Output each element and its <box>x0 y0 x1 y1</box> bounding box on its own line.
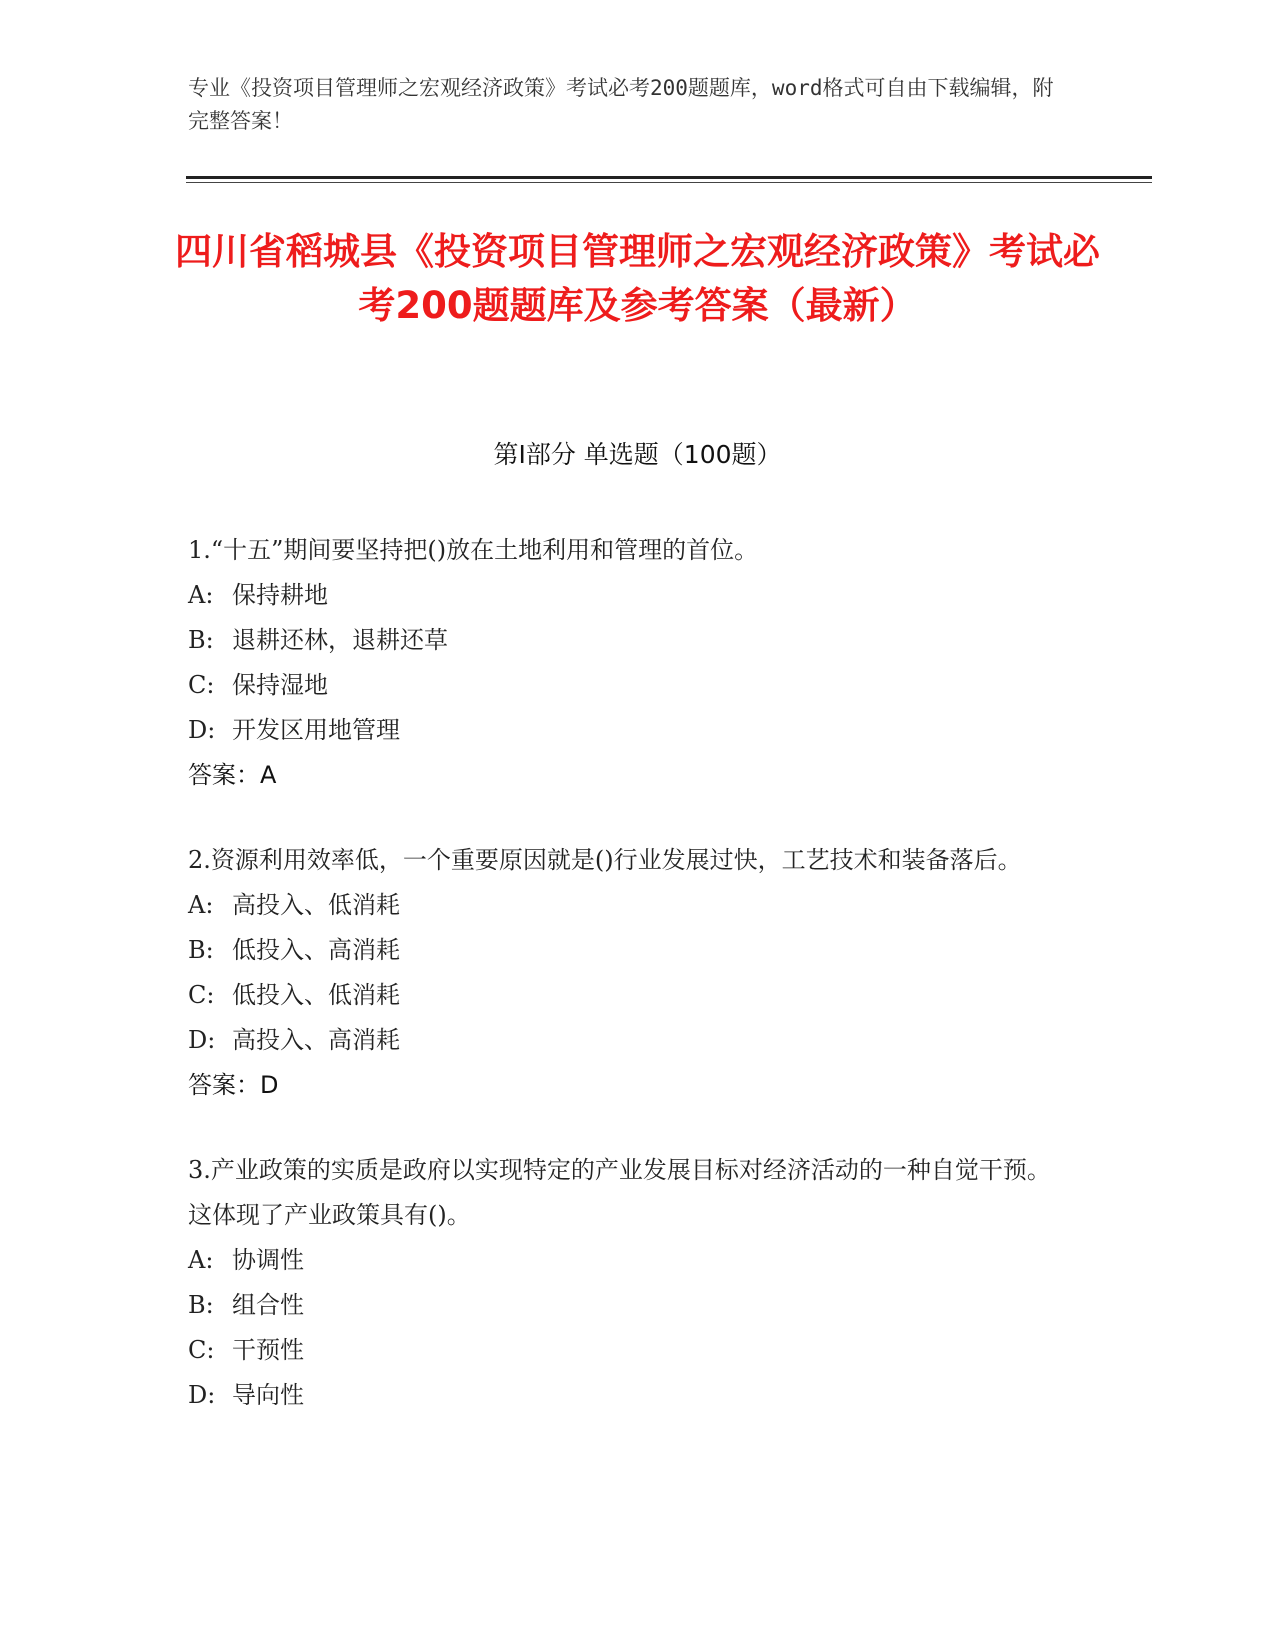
option-b <box>188 928 1068 973</box>
option-key: C: <box>188 1336 215 1364</box>
option-key: C: <box>188 671 215 699</box>
question-list <box>188 528 1068 1458</box>
option-key: B: <box>188 626 214 654</box>
option-text: 退耕还林，退耕还草 <box>232 626 448 654</box>
option-a <box>188 883 1068 928</box>
option-text: 高投入、高消耗 <box>232 1026 400 1054</box>
option-text: 干预性 <box>232 1336 304 1364</box>
option-text: 导向性 <box>232 1381 304 1409</box>
option-d <box>188 1373 1068 1418</box>
option-key: D: <box>188 716 216 744</box>
option-key: B: <box>188 1291 214 1319</box>
option-text: 开发区用地管理 <box>232 716 400 744</box>
option-d <box>188 1018 1068 1063</box>
section-heading: 第I部分 单选题（100题） <box>493 440 782 469</box>
header-rule-thick <box>186 176 1152 179</box>
question-text: 1.“十五”期间要坚持把()放在土地利用和管理的首位。 <box>188 536 759 564</box>
option-text: 高投入、低消耗 <box>232 891 400 919</box>
question-item <box>188 528 1068 798</box>
option-text: 保持湿地 <box>232 671 328 699</box>
option-c <box>188 973 1068 1018</box>
option-key: A: <box>188 891 214 919</box>
option-key: A: <box>188 1246 214 1274</box>
option-b <box>188 618 1068 663</box>
option-text: 保持耕地 <box>232 581 328 609</box>
option-key: C: <box>188 981 215 1009</box>
option-text: 低投入、低消耗 <box>232 981 400 1009</box>
option-key: D: <box>188 1381 216 1409</box>
question-item <box>188 1148 1068 1418</box>
question-text: 2.资源利用效率低，一个重要原因就是()行业发展过快，工艺技术和装备落后。 <box>188 846 1022 874</box>
option-text: 协调性 <box>232 1246 304 1274</box>
header-rule-thin <box>186 182 1152 183</box>
option-c <box>188 1328 1068 1373</box>
answer-line: 答案：A <box>188 761 277 789</box>
option-b <box>188 1283 1068 1328</box>
answer-line: 答案：D <box>188 1071 279 1099</box>
header-note: 专业《投资项目管理师之宏观经济政策》考试必考200题题库，word格式可自由下载编辑，附完整答案！ <box>188 76 1054 133</box>
question-item <box>188 838 1068 1108</box>
option-d <box>188 708 1068 753</box>
option-key: A: <box>188 581 214 609</box>
option-key: D: <box>188 1026 216 1054</box>
option-text: 组合性 <box>232 1291 304 1319</box>
option-a <box>188 1238 1068 1283</box>
option-key: B: <box>188 936 214 964</box>
document-title: 四川省稻城县《投资项目管理师之宏观经济政策》考试必考200题题库及参考答案（最新） <box>175 230 1100 327</box>
option-text: 低投入、高消耗 <box>232 936 400 964</box>
question-text: 3.产业政策的实质是政府以实现特定的产业发展目标对经济活动的一种自觉干预。这体现了产业政策具有()。 <box>188 1156 1051 1229</box>
option-a <box>188 573 1068 618</box>
option-c <box>188 663 1068 708</box>
